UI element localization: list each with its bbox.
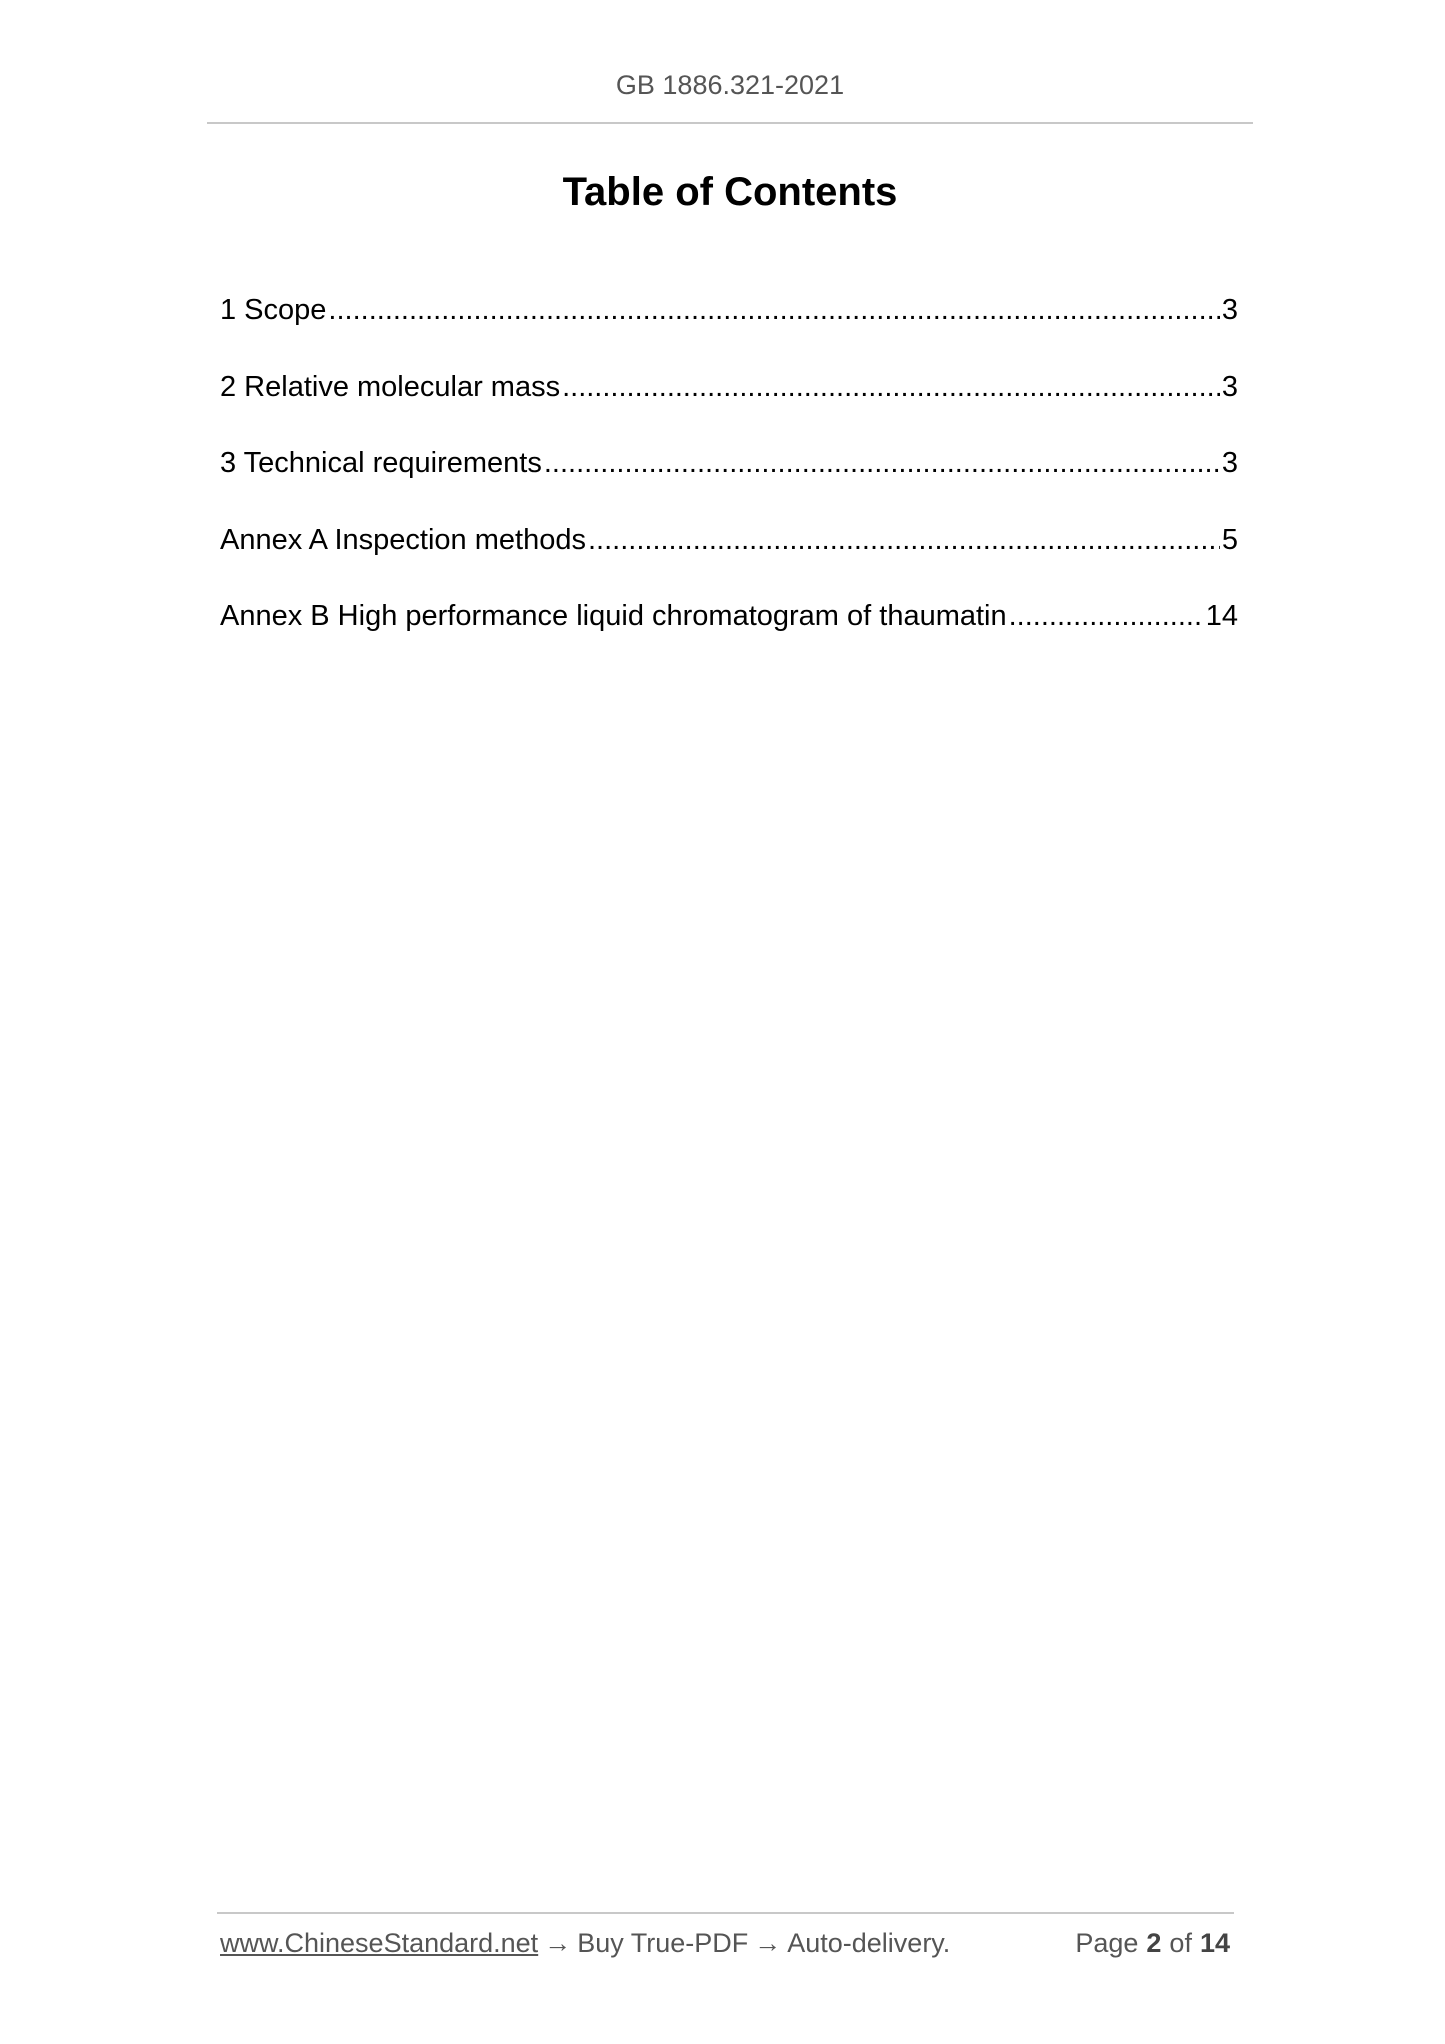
- toc-entry-page: 3: [1221, 447, 1238, 479]
- toc-entry-label: 2 Relative molecular mass: [220, 370, 561, 403]
- of-label: of: [1169, 1928, 1192, 1958]
- toc-entry-label: Annex A Inspection methods: [220, 523, 586, 556]
- footer-promo: [220, 1928, 950, 1959]
- right-arrow-icon: →: [754, 1928, 782, 1958]
- footer-divider: [217, 1912, 1234, 1914]
- toc-entry-technical-requirements[interactable]: [220, 443, 1238, 520]
- toc-entry-scope[interactable]: [220, 290, 1238, 367]
- toc-leader-dots: [588, 520, 1220, 560]
- toc-entry-annex-a[interactable]: [220, 520, 1238, 597]
- buy-text: Buy True-PDF: [577, 1928, 749, 1958]
- website-link[interactable]: www.ChineseStandard.net: [220, 1928, 539, 1958]
- page-label: Page: [1075, 1928, 1139, 1958]
- toc-entry-label: Annex B High performance liquid chromatogram of thaumatin: [220, 600, 1007, 632]
- toc-leader-dots: [328, 290, 1219, 330]
- header-divider: [207, 122, 1253, 124]
- toc-leader-dots: [544, 443, 1220, 483]
- toc-leader-dots: [1009, 596, 1204, 636]
- toc-entry-page: 3: [1221, 294, 1238, 326]
- toc-list: [220, 290, 1238, 673]
- right-arrow-icon: →: [544, 1928, 572, 1958]
- toc-entry-label: 1 Scope: [220, 294, 327, 326]
- toc-entry-page: 3: [1221, 370, 1238, 403]
- document-header-id: GB 1886.321-2021: [615, 70, 845, 100]
- toc-entry-relative-molecular-mass[interactable]: [220, 367, 1238, 444]
- delivery-text: Auto-delivery.: [787, 1928, 951, 1958]
- toc-entry-page: 14: [1205, 600, 1238, 632]
- toc-entry-page: 5: [1221, 523, 1238, 556]
- toc-entry-label: 3 Technical requirements: [220, 447, 542, 479]
- toc-leader-dots: [562, 367, 1220, 407]
- toc-entry-annex-b[interactable]: [220, 596, 1238, 673]
- page-indicator: [1075, 1928, 1230, 1959]
- toc-title: Table of Contents: [562, 170, 898, 214]
- total-pages-number: 14: [1199, 1928, 1230, 1958]
- current-page-number: 2: [1146, 1928, 1162, 1958]
